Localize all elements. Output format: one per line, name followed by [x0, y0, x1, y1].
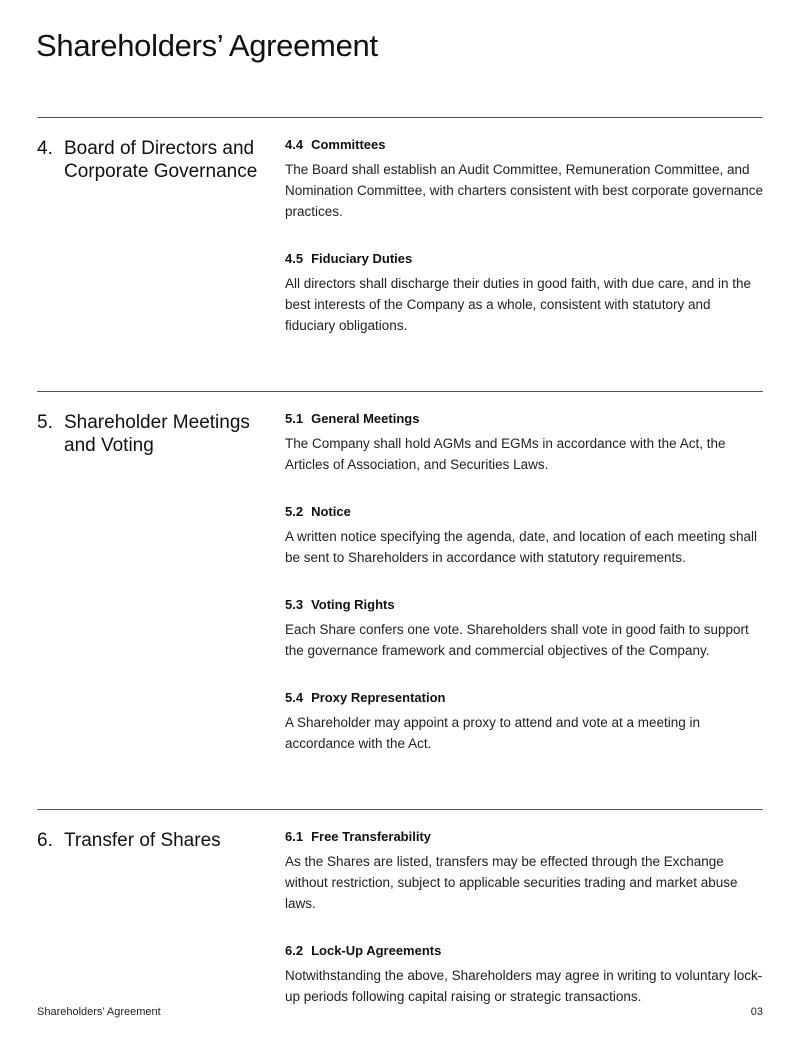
subsection-heading: Voting Rights [311, 597, 395, 612]
subsection-heading: Fiduciary Duties [311, 251, 413, 266]
subsection-heading: Free Transferability [311, 829, 432, 844]
subsection-body: Each Share confers one vote. Shareholders shall vote in good faith to support the governance framework and commercial objectives of the Company. [285, 622, 749, 658]
page-number: 03 [750, 1006, 763, 1018]
section-number: 5. [37, 412, 53, 433]
subsection-heading: Lock-Up Agreements [311, 943, 442, 958]
sections [37, 117, 763, 1062]
subsection [285, 504, 763, 568]
subsection [285, 690, 763, 754]
subsection-heading: General Meetings [311, 411, 420, 426]
subsection-body: All directors shall discharge their duties in good faith, with due care, and in the best interests of the Company as a whole, consistent with statutory and fiduciary obligations. [285, 276, 752, 333]
section-number: 4. [37, 138, 53, 159]
subsection-body: A Shareholder may appoint a proxy to attend and vote at a meeting in accordance with the Act. [285, 715, 701, 751]
subsection-number: 5.1 [285, 411, 304, 426]
subsection [285, 597, 763, 661]
section-heading [37, 829, 285, 1036]
section-number: 6. [37, 830, 53, 851]
subsection [285, 137, 763, 222]
page-footer [37, 1006, 763, 1018]
section-title: Board of Directors and Corporate Governance [64, 138, 258, 182]
subsection [285, 411, 763, 475]
section-heading [37, 137, 285, 365]
subsection-number: 4.5 [285, 251, 304, 266]
subsection-body: The Board shall establish an Audit Committee, Remuneration Committee, and Nomination Committee, with charters consistent with best corporate governance practices. [285, 162, 763, 219]
subsection-number: 6.2 [285, 943, 304, 958]
subsection-body: A written notice specifying the agenda, date, and location of each meeting shall be sent to Shareholders in accordance with statutory requirements. [285, 529, 758, 565]
subsection-number: 6.1 [285, 829, 304, 844]
subsection-heading: Proxy Representation [311, 690, 446, 705]
page-title: Shareholders’ Agreement [36, 28, 378, 63]
section-4 [37, 117, 763, 391]
section-5 [37, 391, 763, 809]
subsection-number: 5.4 [285, 690, 304, 705]
section-heading [37, 411, 285, 783]
subsection [285, 829, 763, 914]
subsection-number: 5.3 [285, 597, 304, 612]
subsection-body: Notwithstanding the above, Shareholders may agree in writing to voluntary lock-up periods following capital raising or strategic transactions. [285, 968, 763, 1004]
subsection-heading: Committees [311, 137, 386, 152]
subsection-number: 5.2 [285, 504, 304, 519]
section-title: Transfer of Shares [64, 830, 221, 851]
subsection-heading: Notice [311, 504, 351, 519]
subsection [285, 943, 763, 1007]
subsection-number: 4.4 [285, 137, 304, 152]
section-title: Shareholder Meetings and Voting [64, 412, 250, 456]
section-6 [37, 809, 763, 1062]
subsection-body: As the Shares are listed, transfers may be effected through the Exchange without restriction, subject to applicable securities trading and market abuse laws. [285, 854, 738, 911]
subsection [285, 251, 763, 336]
footer-title: Shareholders’ Agreement [37, 1006, 161, 1018]
subsection-body: The Company shall hold AGMs and EGMs in accordance with the Act, the Articles of Association, and Securities Laws. [285, 436, 726, 472]
